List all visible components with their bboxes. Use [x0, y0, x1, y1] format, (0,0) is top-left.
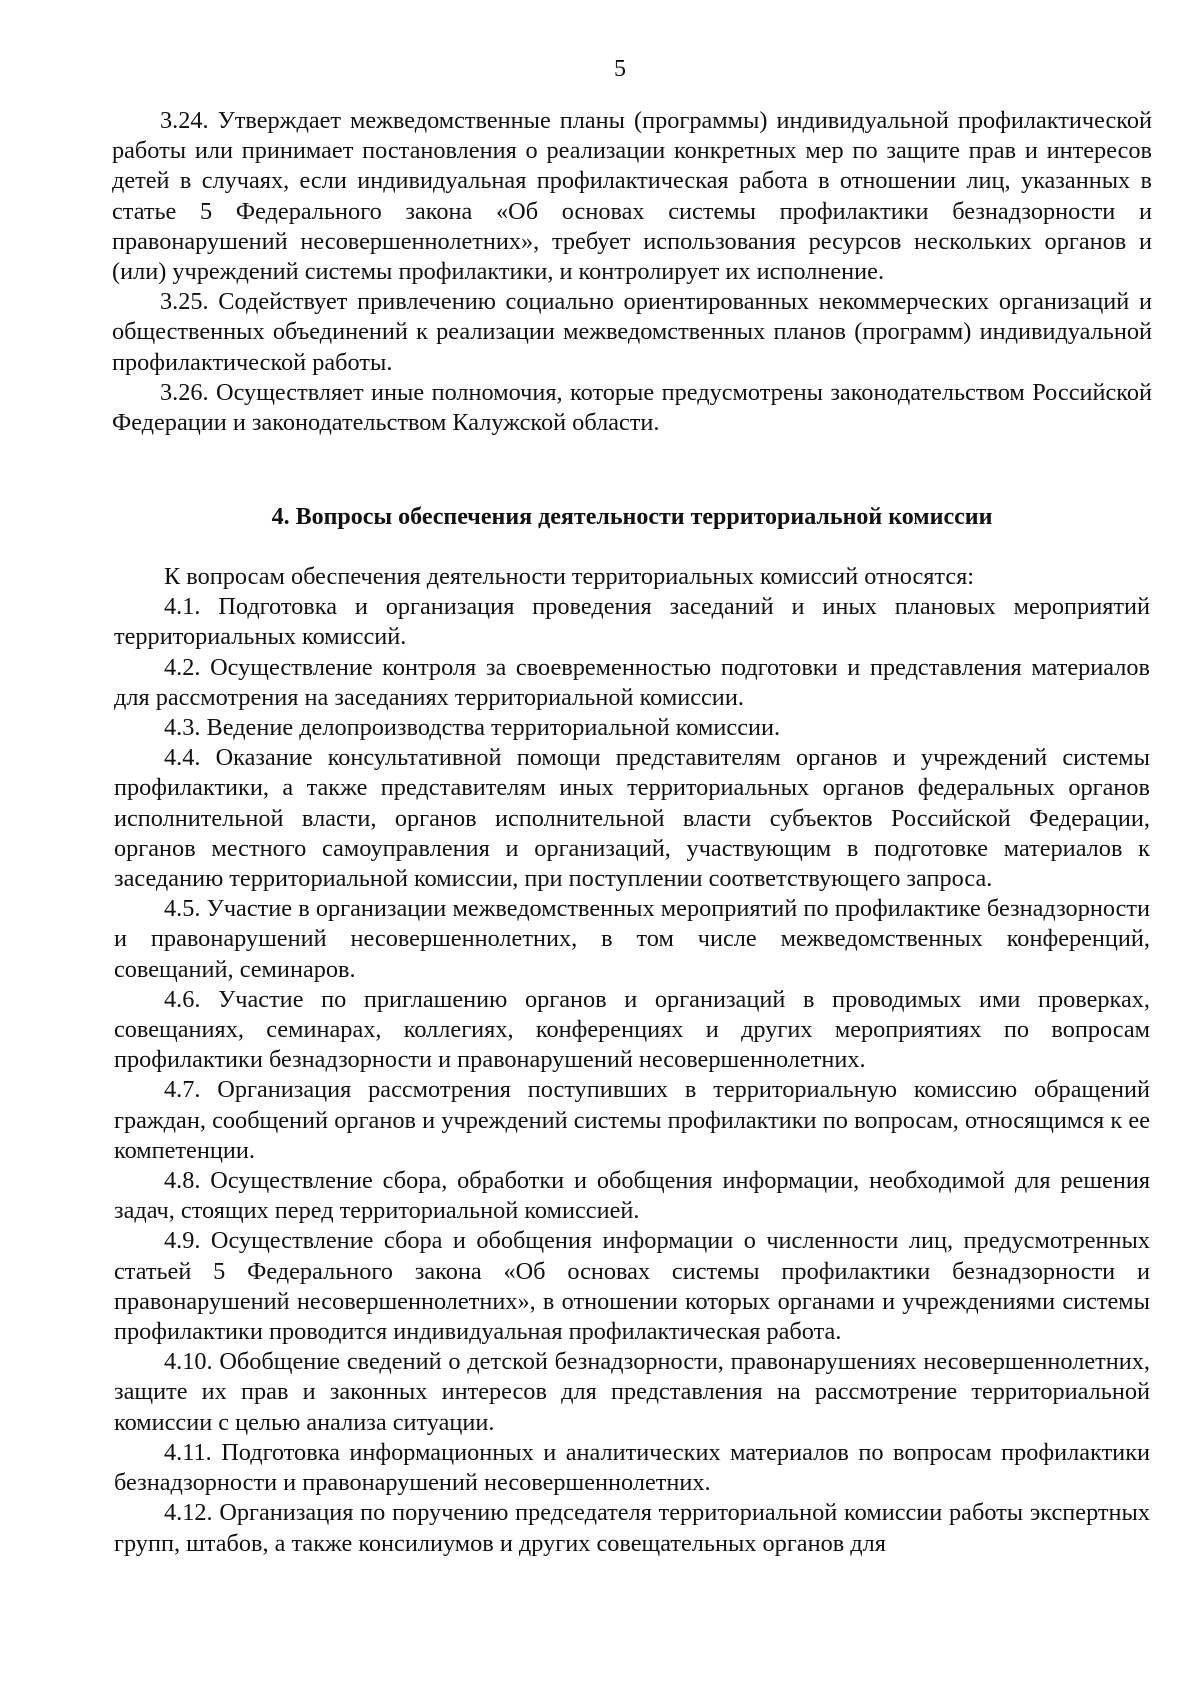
paragraph-4-11: 4.11. Подготовка информационных и аналитических материалов по вопросам профилактики безнадзорности и правонарушений несовершеннолетних. — [114, 1438, 1150, 1497]
section-4-intro: К вопросам обеспечения деятельности территориальных комиссий относятся: — [164, 563, 975, 590]
paragraph-4-5: 4.5. Участие в организации межведомственных мероприятий по профилактике безнадзорности и правонарушений несовершеннолетних, в том числе межведомственных конференций, совещаний, семинаров. — [114, 895, 1150, 983]
paragraph-4-4: 4.4. Оказание консультативной помощи представителям органов и учреждений системы профилактики, а также представителям иных территориальных органов федеральных органов исполнительной власти, органов исполнительной власти субъектов Российской Федерации, органов местного самоуправления и организаций, участвующим в подготовке материалов к заседанию территориальной комиссии, при поступлении соответствующего запроса. — [114, 744, 1150, 893]
paragraph-4-12: 4.12. Организация по поручению председателя территориальной комиссии работы экспертных групп, штабов, а также консилиумов и других совещательных органов для — [114, 1499, 1150, 1557]
paragraph-3-26: 3.26. Осуществляет иные полномочия, которые предусмотрены законодательством Российской Федерации и законодательством Калужской области. — [112, 378, 1152, 437]
paragraph-4-1: 4.1. Подготовка и организация проведения заседаний и иных плановых мероприятий территориальных комиссий. — [114, 593, 1150, 651]
section-4-heading: 4. Вопросы обеспечения деятельности территориальной комиссии — [271, 504, 993, 530]
paragraph-4-7: 4.7. Организация рассмотрения поступивших в территориальную комиссию обращений граждан, сообщений органов и учреждений системы профилактики по вопросам, относящимся к ее компетенции. — [114, 1076, 1150, 1164]
section-3-continuation — [112, 106, 1152, 438]
paragraph-3-24: 3.24. Утверждает межведомственные планы (программы) индивидуальной профилактической работы или принимает постановления о реализации конкретных мер по защите прав и интересов детей в случаях, если индивидуальная профилактическая работа в отношении лиц, указанных в статье 5 Федерального закона «Об основах системы профилактики безнадзорности и правонарушений несовершеннолетних», требует использования ресурсов нескольких органов и (или) учреждений системы профилактики, и контролирует их исполнение. — [112, 107, 1152, 286]
paragraph-4-8: 4.8. Осуществление сбора, обработки и обобщения информации, необходимой для решения задач, стоящих перед территориальной комиссией. — [114, 1167, 1150, 1225]
paragraph-4-9: 4.9. Осуществление сбора и обобщения информации о численности лиц, предусмотренных статьей 5 Федерального закона «Об основах системы профилактики безнадзорности и правонарушений несовершеннолетних», в отношении которых органами и учреждениями системы профилактики проводится индивидуальная профилактическая работа. — [114, 1227, 1150, 1346]
paragraph-4-6: 4.6. Участие по приглашению органов и организаций в проводимых ими проверках, совещаниях, семинарах, коллегиях, конференциях и других мероприятиях по вопросам профилактики безнадзорности и правонарушений несовершеннолетних. — [114, 985, 1150, 1074]
section-4-body — [114, 562, 1150, 1559]
page-number: 5 — [614, 56, 626, 82]
paragraph-4-10: 4.10. Обобщение сведений о детской безнадзорности, правонарушениях несовершеннолетних, защите их прав и законных интересов для представления на рассмотрение территориальной комиссии с целью анализа ситуации. — [114, 1348, 1150, 1436]
paragraph-3-25: 3.25. Содействует привлечению социально ориентированных некоммерческих организаций и общественных объединений к реализации межведомственных планов (программ) индивидуальной профилактической работы. — [112, 288, 1152, 376]
paragraph-4-3: 4.3. Ведение делопроизводства территориальной комиссии. — [164, 714, 781, 742]
paragraph-4-2: 4.2. Осуществление контроля за своевременностью подготовки и представления материалов для рассмотрения на заседаниях территориальной комиссии. — [114, 653, 1150, 711]
